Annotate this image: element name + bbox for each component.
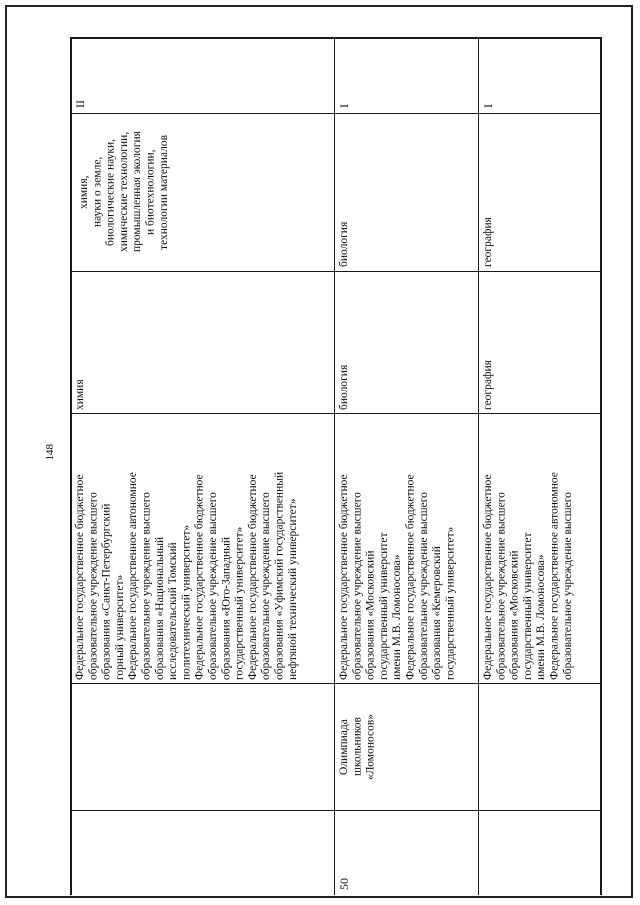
organizers-cell: Федеральное государственное бюджетное образовательное учреждение высшего образования «Московский государственный университет имени М.В. Ломоносова» Федеральное государственное автономное образовательное учреждение высшего (482, 472, 574, 680)
column-separator (70, 413, 601, 414)
column-separator (70, 113, 601, 114)
profile-cell: химия (74, 379, 86, 410)
page-number: 148 (44, 444, 56, 461)
number-cell: 50 (337, 878, 351, 890)
column-separator (70, 683, 601, 684)
subjects-cell: химия, науки о земле, биологические науки, химические технологии, промышленная экология и биотехнологии, технологии материалов (78, 131, 170, 253)
column-separator (70, 810, 601, 811)
level-cell: II (73, 100, 87, 108)
row-separator (334, 37, 335, 895)
profile-cell: биология (338, 364, 350, 410)
subjects-cell: география (482, 217, 494, 267)
profile-cell: география (482, 360, 494, 410)
organizers-cell: Федеральное государственное бюджетное образовательное учреждение высшего образования «Санкт-Петербургский горный университет» Федеральное государственное автономное образовательное учреждение высшего образования «Национальный исследовательский Томский политехнический университет» Федеральное государственное бюджетное образовательное учреждение высшего образования «Юго-Западный государственный университет» Федеральное государственное бюджетное образовательное учреждение высшего образования «Уфимский государственный нефтяной технический университет» (74, 471, 299, 680)
table-border-right (600, 37, 602, 895)
column-separator (70, 37, 601, 39)
organizers-cell: Федеральное государственное бюджетное образовательное учреждение высшего образования «Московский государственный университет имени М.В. Ломоносова» Федеральное государственное бюджетное образовательное учреждение высшего образования «Кемеровский государственный университет» (338, 474, 457, 680)
olympiad-name-cell: Олимпиада школьников «Ломоносов» (338, 713, 377, 781)
subjects-cell: биология (338, 221, 350, 267)
row-separator (478, 37, 479, 895)
column-separator (70, 271, 601, 272)
level-cell: I (481, 104, 495, 108)
level-cell: I (337, 104, 351, 108)
table-border-left (70, 37, 72, 895)
